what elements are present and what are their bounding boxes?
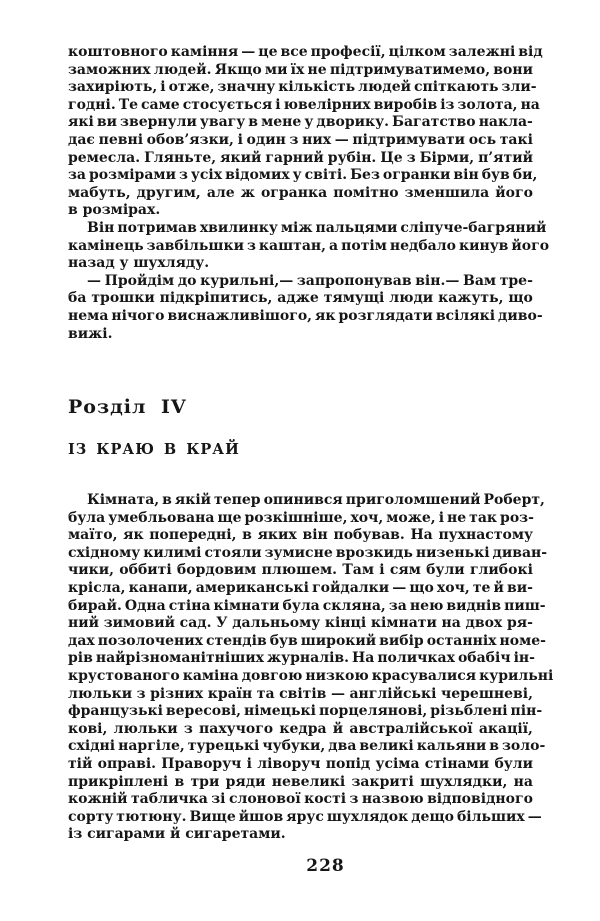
text-block-chapter-body [68,492,554,844]
text-line: ба трошки підкріпитись, адже тямущі люди кажуть, що [68,290,533,307]
text-line: ремесла. Гляньте, який гарний рубін. Це з Бірми, п’ятий [68,149,533,166]
text-line: — Пройдім до курильні,— запропонував він.— Вам тре- [87,272,533,289]
text-line: заможних людей. Якщо ми їх не підтримуватимемо, вони [68,61,533,78]
text-line: французькі вересові, німецькі порцелянові, різьблені пін- [68,703,543,720]
text-line: які ви звернули увагу в мене у дворику. Багатство накла- [68,114,533,131]
text-line: кові, люльки з пахучого кедра й австралійської акації, [68,720,533,737]
text-line: крісла, канапи, американські гойдалки — що хоч, те й ви- [68,580,533,597]
text-line: назад у шухляду. [68,255,210,272]
text-line: східному килимі стояли зумисне врозкидь низенькі диван- [68,544,548,561]
text-line: коштовного каміння — це все професії, цілком залежні від [68,44,543,60]
chapter-heading: Розділ IV [68,396,187,419]
text-line: із сигарами й сигаретами. [68,826,286,843]
text-line: в розмірах. [68,202,161,219]
text-line: східні наргіле, турецькі чубуки, два великі кальяни в золо- [68,738,546,755]
text-line: Він потримав хвилинку між пальцями сліпуче-багряний [87,219,547,236]
text-line: камінець завбільшки з каштан, а потім недбало кинув його [68,237,550,254]
text-line: захиріють, і отже, значну кількість людей спіткають зли- [68,79,537,96]
page-number: 228 [306,855,345,876]
text-line: кожній табличка зі слонової кості з назвою відповідного [68,791,533,808]
text-line: тій оправі. Праворуч і ліворуч попід усіма стінами були [68,756,533,772]
text-line: сорту тютюну. Вище йшов ярус шухлядок дещо більших — [68,808,542,825]
chapter-title: ІЗ КРАЮ В КРАЙ [68,441,240,459]
text-line: чики, оббиті бордовим плюшем. Там і сям були глибокі [68,562,533,579]
text-line: була умебльована ще розкішніше, хоч, може, і не так роз- [68,509,534,526]
text-line: люльки з різних країн та світів — англійські черешневі, [68,685,533,702]
text-line: прикріплені в три ряди невеликі закриті шухлядки, на [68,773,533,790]
text-line: мабуть, другим, але ж огранка помітно зменшила його [68,184,533,201]
text-line: дах позолочених стендів був широкий вибір останніх номе- [68,632,546,649]
text-line: годні. Те саме стосується і ювелірних виробів із золота, на [68,96,540,113]
text-line: ний зимовий сад. У дальньому кінці кімнати на двох ря- [68,615,533,632]
text-line: дає певні обов’язки, і один з них — підтримувати ось такі [68,131,533,148]
text-line: нема нічого виснажливішого, як розглядати всілякі диво- [68,307,543,324]
text-line: рів найрізноманітніших журналів. На поличках обабіч ін- [68,650,535,667]
text-line: за розмірами з усіх відомих у світі. Без огранки він був би, [68,167,538,184]
text-line: вижі. [68,325,113,342]
text-line: крустованого каміна довгою низкою красувалися курильні [68,668,554,685]
text-line: бирай. Одна стіна кімнати була скляна, за нею виднів пиш- [68,597,546,614]
text-block-before-chapter [68,44,550,343]
text-line: Кімната, в якій тепер опинився приголомшений Роберт, [87,492,545,509]
text-line: маїто, як попередні, в яких він побував. На пухнастому [68,527,533,544]
